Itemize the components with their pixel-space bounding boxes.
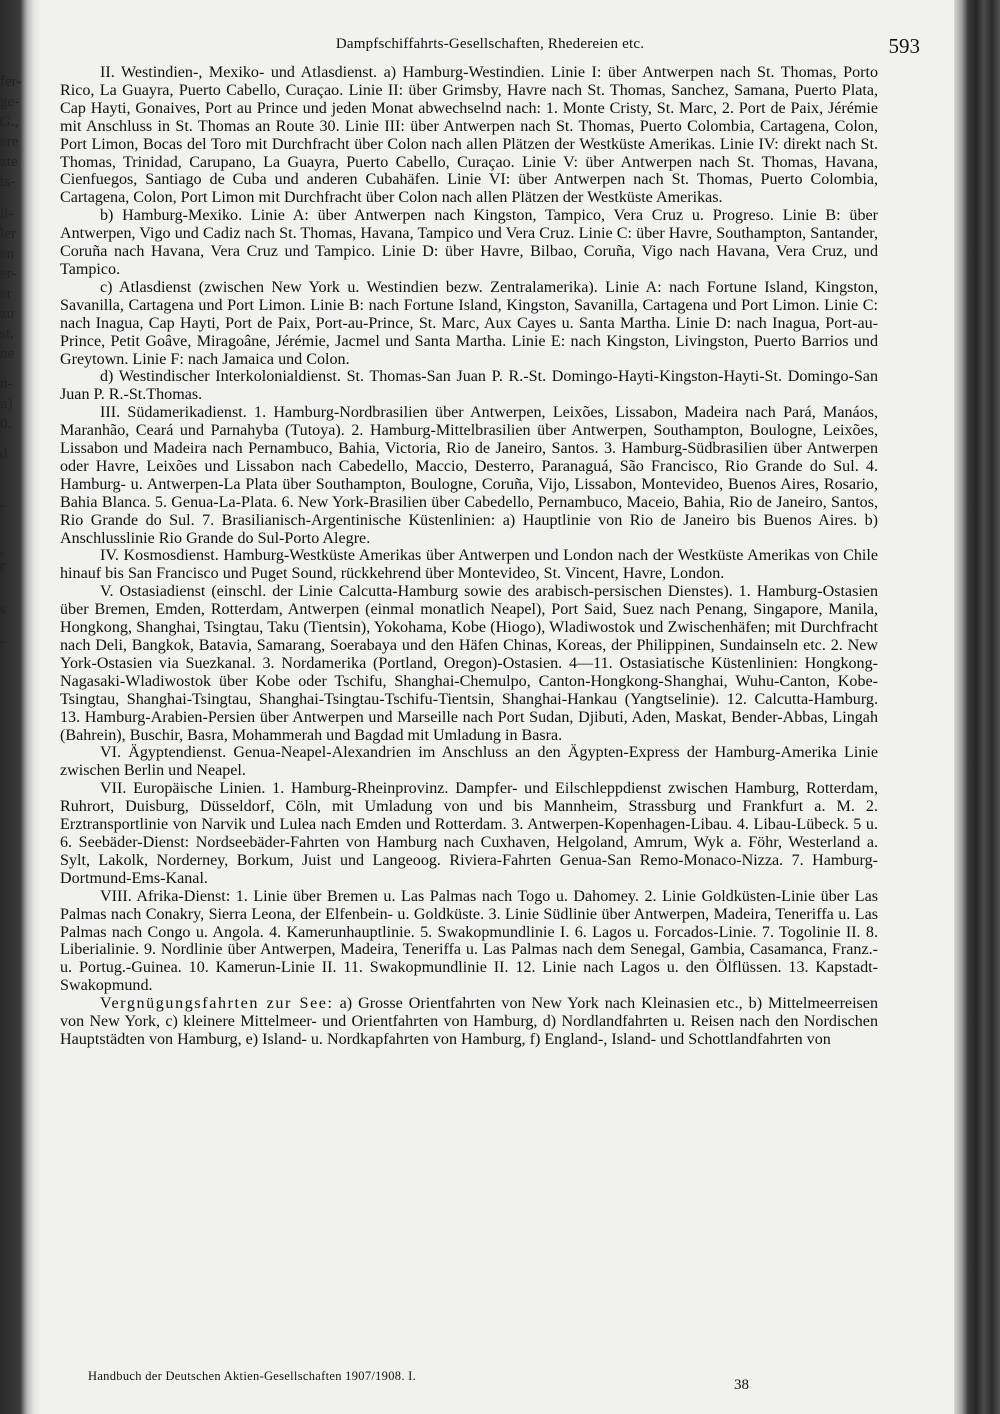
- body-text: [60, 64, 878, 1049]
- margin-fragment: st.: [0, 326, 14, 342]
- paragraph-ostasiadienst: V. Ostasiadienst (einschl. der Linie Calcutta-Hamburg sowie des arabisch-persischen Dienstes). 1. Hamburg-Ostasien über Bremen, Emden, Rotterdam, Antwerpen (einmal monatlich Neapel), Port Said, Suez nach Penang, Singapore, Manila, Hongkong, Shanghai, Tsingtau, Taku (Tientsin), Yokohama, Kobe (Hiogo), Wladiwostok und Zwischenhäfen; mit Durchfracht nach Deli, Bangkok, Batavia, Samarang, Soerabaya und den Häfen Chinas, Koreas, der Philippinen, Sundainseln etc. 2. New York-Ostasien via Suezkanal. 3. Nordamerika (Portland, Oregon)-Ostasien. 4—11. Ostasiatische Küstenlinien: Hongkong-Nagasaki-Wladiwostok über Kobe oder Tschifu, Shanghai-Chemulpo, Canton-Hongkong-Shanghai, Wuhu-Canton, Kobe-Tsingtau, Shanghai-Tsingtau, Shanghai-Tsingtau-Tschifu-Tientsin, Shanghai-Hankau (Yangtselinie). 12. Calcutta-Hamburg. 13. Hamburg-Arabien-Persien über Antwerpen und Marseille nach Port Sudan, Djibuti, Aden, Maskat, Bender-Abbas, Lingah (Bahrein), Buschir, Basra, Mohammerah und Bagdad mit Umladung in Basra.: [60, 583, 878, 744]
- footer-imprint: Handbuch der Deutschen Aktien-Gesellschaften 1907/1908. I.: [88, 1369, 417, 1383]
- page-number: 593: [888, 34, 920, 58]
- paragraph-mexiko: b) Hamburg-Mexiko. Linie A: über Antwerpen nach Kingston, Tampico, Vera Cruz u. Progreso. Linie B: über Antwerpen, Vigo und Cadiz nach St. Thomas, Havana, Tampico und Vera Cruz. Linie C: über Havre, Southampton, Santander, Coruña nach Havana, Vera Cruz und Tampico. Linie D: über Havre, Bilbao, Coruña, Vigo nach Havana, Vera Cruz, und Tampico.: [60, 207, 878, 278]
- paragraph-suedamerikadienst: III. Südamerikadienst. 1. Hamburg-Nordbrasilien über Antwerpen, Leixões, Lissabon, Madeira nach Pará, Manáos, Maranhão, Ceará und Parnahyba (Tutoya). 2. Hamburg-Mittelbrasilien über Antwerpen, Southampton, Boulogne, Leixões, Lissabon und Madeira nach Pernambuco, Bahia, Victoria, Rio de Janeiro, Santos. 3. Hamburg-Südbrasilien über Antwerpen oder Havre, Leixões und Lissabon nach Cabedello, Maccio, Desterro, Paranaguá, São Francisco, Rio Grande do Sul. 4. Hamburg- u. Antwerpen-La Plata über Southampton, Boulogne, Coruña, Vijo, Lissabon, Montevideo, Buenos Aires, Rosario, Bahia Blanca. 5. Genua-La-Plata. 6. New York-Brasilien über Cabedello, Pernambuco, Maceio, Bahia, Rio de Janeiro, Santos, Rio Grande do Sul. 7. Brasilianisch-Argentinische Küstenlinien: a) Hauptlinie von Rio de Janeiro bis Buenos Aires. b) Anschlusslinie Rio Grande do Sul-Porto Alegre.: [60, 404, 878, 547]
- paragraph-interkolonialdienst: d) Westindischer Interkolonialdienst. St. Thomas-San Juan P. R.-St. Domingo-Hayti-Kingston-Hayti-St. Domingo-San Juan P. R.-St.Thomas.: [60, 368, 878, 404]
- margin-fragment: G.,: [0, 114, 19, 130]
- margin-fragment: s: [0, 602, 6, 618]
- margin-fragment: n): [0, 396, 13, 412]
- signature-mark: 38: [734, 1377, 749, 1393]
- margin-fragment: ere: [0, 134, 19, 150]
- margin-fragment: er-: [0, 266, 17, 282]
- margin-fragment: zu: [0, 306, 15, 322]
- margin-fragment: -: [0, 634, 5, 650]
- paragraph-aegyptendienst: VI. Ägyptendienst. Genua-Neapel-Alexandrien im Anschluss an den Ägypten-Express der Hamburg-Amerika Linie zwischen Berlin und Neapel.: [60, 744, 878, 780]
- margin-fragment: fer-: [0, 74, 22, 90]
- margin-fragment: zte: [0, 154, 18, 170]
- paragraph-kosmosdienst: IV. Kosmosdienst. Hamburg-Westküste Amerikas über Antwerpen und London nach der Westküste Amerikas von Chile hinauf bis San Francisco und Puget Sound, rückkehrend über Montevideo, St. Vincent, Havre, London.: [60, 547, 878, 583]
- scan-edge-shadow-right: [954, 0, 1000, 1414]
- margin-fragment: d: [0, 446, 8, 462]
- paragraph-westindien: II. Westindien-, Mexiko- und Atlasdienst. a) Hamburg-Westindien. Linie I: über Antwerpen nach St. Thomas, Porto Rico, La Guayra, Puerto Cabello, Curaçao. Linie II: über Grimsby, Havre nach St. Thomas, Sanchez, Samana, Puerto Plata, Cap Hayti, Gonaives, Port au Prince und jeden Monat abwechselnd nach: 1. Monte Cristy, St. Marc, 2. Port de Paix, Jérémie mit Anschluss in St. Thomas an Route 30. Linie III: über Antwerpen nach St. Thomas, Puerto Colombia, Cartagena, Colon, Port Limon, Bocas del Toro mit Durchfracht über Colon nach allen Plätzen der Westküste Amerikas. Linie IV: direkt nach St. Thomas, Trinidad, Carupano, La Guayra, Puerto Cabello, Curaçao. Linie V: über Antwerpen nach St. Thomas, Havana, Cienfuegos, Santiago de Cuba und anderen Cubahäfen. Linie VI: über Antwerpen nach St. Thomas, Puerto Colombia, Cartagena, Colon, Port Limon mit Durchfracht über Colon nach allen Plätzen der Westküste Amerikas.: [60, 64, 878, 207]
- paragraph-afrika-dienst: VIII. Afrika-Dienst: 1. Linie über Bremen u. Las Palmas nach Togo u. Dahomey. 2. Linie Goldküsten-Linie über Las Palmas nach Conakry, Sierra Leona, der Elfenbein- u. Goldküste. 3. Linie Südlinie über Antwerpen, Madeira, Teneriffa u. Las Palmas nach Congo u. Angola. 4. Kamerunhauptlinie. 5. Swakopmundlinie I. 6. Lagos u. Forcados-Linie. 7. Togolinie II. 8. Liberialinie. 9. Nordlinie über Antwerpen, Madeira, Teneriffa u. Las Palmas nach dem Senegal, Gambia, Casamanca, Franz.- u. Portug.-Guinea. 10. Kamerun-Linie II. 11. Swakopmundlinie II. 12. Linie nach Lagos u. den Ölflüssen. 13. Kapstadt-Swakopmund.: [60, 887, 878, 995]
- margin-fragment: ts-: [0, 174, 15, 190]
- margin-fragment: r: [0, 558, 5, 574]
- margin-fragment: ge-: [0, 94, 20, 110]
- paragraph-atlasdienst: c) Atlasdienst (zwischen New York u. Westindien bezw. Zentralamerika). Linie A: nach Fortune Island, Kingston, Savanilla, Cartagena und Port Limon. Linie B: nach Fortune Island, Kingston, Savanilla, Cartagena und Port Limon. Linie C: nach Inagua, Cap Hayti, Port de Paix, Port-au-Prince, St. Marc, Aux Cayes u. Santa Martha. Linie D: nach Inagua, Port-au-Prince, Petit Goâve, Miragoâne, Jérémie, Jacmel und Santa Martha. Linie E: nach Kingston, Livingston, Puerto Barrios und Greytown. Linie F: nach Jamaica und Colon.: [60, 278, 878, 368]
- margin-fragment: ll-: [0, 206, 14, 222]
- margin-fragment: -: [0, 498, 5, 514]
- vergnuegungsfahrten-text: a) Grosse Orientfahrten von New York nach Kleinasien etc., b) Mittelmeerreisen von New York, c) kleinere Mittelmeer- und Orientfahrten von Hamburg, d) Nordlandfahrten u. Reisen nach den Nordischen Hauptstädten von Hamburg, e) Island- u. Nordkapfahrten von Hamburg, f) England-, Island- und Schottlandfahrten von: [60, 995, 878, 1048]
- running-head: Dampfschiffahrts-Gesellschaften, Rhedereien etc.: [335, 36, 645, 52]
- margin-fragment: ler: [0, 226, 16, 242]
- margin-fragment: 0.: [0, 416, 12, 432]
- margin-fragment: n-: [0, 376, 13, 392]
- vergnuegungsfahrten-lead: Vergnügungsfahrten zur See:: [100, 995, 334, 1013]
- margin-fragment: ne: [0, 346, 15, 362]
- page-footer: [88, 1369, 878, 1403]
- paragraph-europaeische-linien: VII. Europäische Linien. 1. Hamburg-Rheinprovinz. Dampfer- und Eilschleppdienst zwischen Hamburg, Rotterdam, Ruhrort, Duisburg, Düsseldorf, Cöln, mit Umladung von und bis Mannheim, Strassburg und Frankfurt a. M. 2. Erztransportlinie von Narvik und Lulea nach Emden und Rotterdam. 3. Antwerpen-Kopenhagen-Libau. 4. Libau-Lübeck. 5 u. 6. Seebäder-Dienst: Nordseebäder-Fahrten von Hamburg nach Cuxhaven, Helgoland, Amrum, Wyk a. Föhr, Westerland a. Sylt, Lakolk, Norderney, Borkum, Juist und Langeoog. Riviera-Fahrten Genua-San Remo-Monaco-Nizza. 7. Hamburg-Dortmund-Ems-Kanal.: [60, 780, 878, 887]
- page-header: [60, 34, 920, 60]
- margin-fragment: er: [0, 286, 12, 302]
- margin-fragment: en: [0, 246, 15, 262]
- paragraph-vergnuegungsfahrten: [60, 995, 878, 1049]
- margin-fragment: .: [0, 542, 4, 558]
